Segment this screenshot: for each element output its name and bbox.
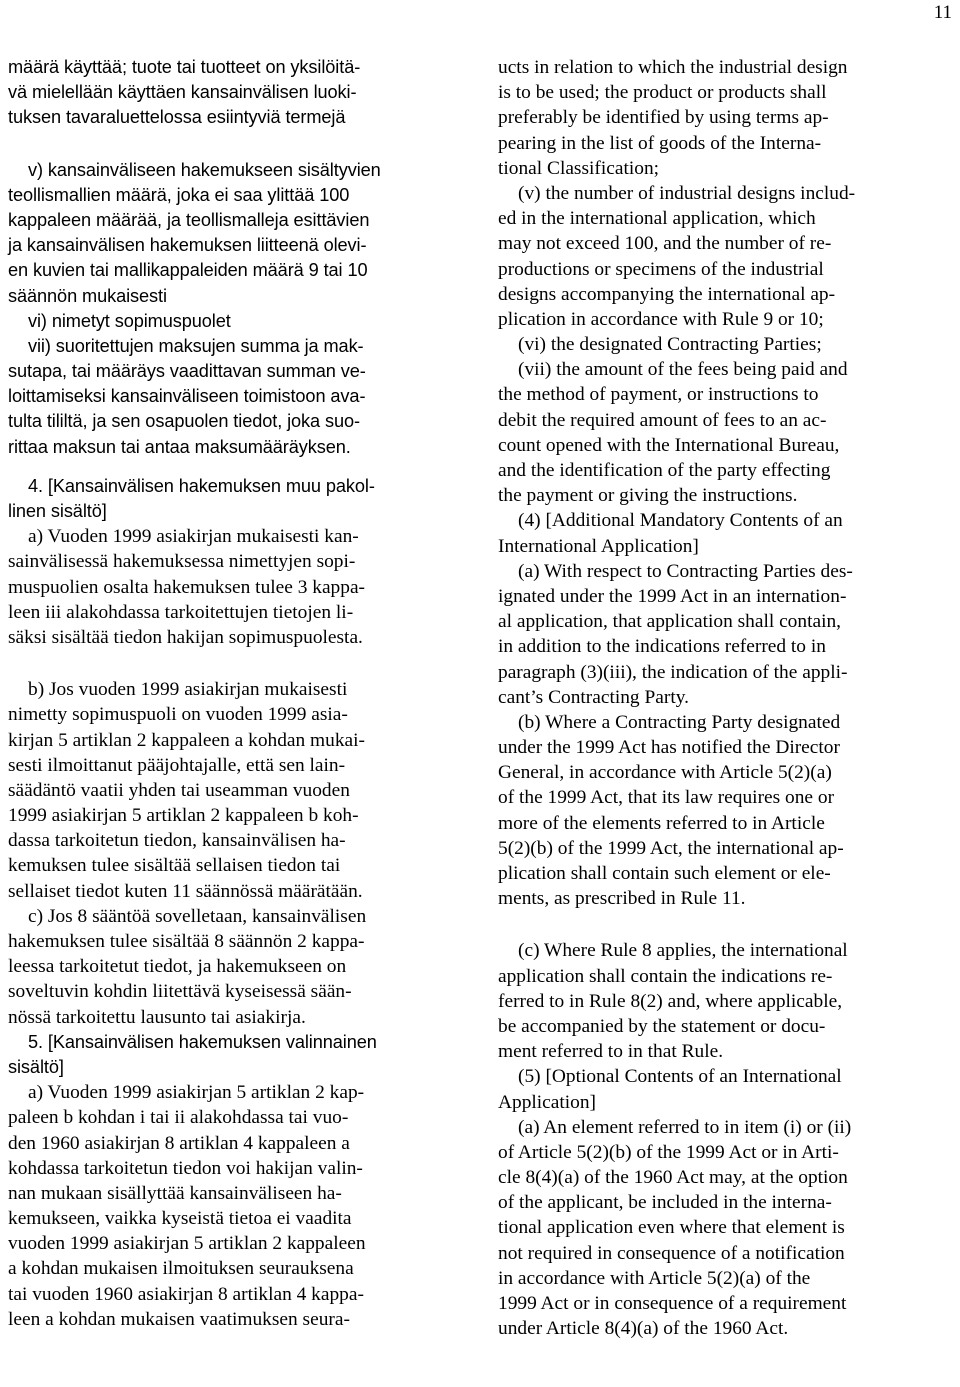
text-line: (5) [Optional Contents of an International xyxy=(518,1066,842,1088)
text-line: ments, as prescribed in Rule 11. xyxy=(498,888,746,910)
text-line: plication shall contain such element or ele- xyxy=(498,863,831,884)
text-line: (a) An element referred to in item (i) or (ii) xyxy=(518,1116,852,1138)
text-line: ed in the international application, which xyxy=(498,208,816,230)
text-line: a) Vuoden 1999 asiakirjan 5 artiklan 2 kap- xyxy=(28,1082,365,1104)
text-line: in accordance with Article 5(2)(a) of the xyxy=(498,1267,811,1289)
text-line: kohdassa tarkoitetun tiedon voi hakijan valin- xyxy=(8,1157,363,1179)
text-line: cle 8(4)(a) of the 1960 Act may, at the option xyxy=(498,1167,848,1189)
text-line: 1999 Act or in consequence of a requirement xyxy=(498,1293,847,1314)
text-line: en kuvien tai mallikappaleiden määrä 9 tai 10 xyxy=(8,260,368,281)
text-line: vuoden 1999 asiakirjan 5 artiklan 2 kappaleen xyxy=(8,1233,366,1255)
paragraph-gap xyxy=(8,650,464,677)
text-line: dassa tarkoitetun tiedon, kansainvälisen ha- xyxy=(8,830,346,852)
text-line: soveltuvin kohdin liitettävä kyseisessä sään- xyxy=(8,981,352,1003)
text-line: (v) the number of industrial designs includ- xyxy=(518,182,856,204)
text-line: sisältö] xyxy=(8,1056,64,1077)
text-line: pearing in the list of goods of the Interna- xyxy=(498,132,822,154)
text-line: muspuolien osalta hakemuksen tulee 3 kappa- xyxy=(8,576,366,598)
text-line: (vii) the amount of the fees being paid and xyxy=(518,359,848,381)
text-line: of the 1999 Act, that its law requires one or xyxy=(498,787,835,809)
text-line: vä mielellään käyttäen kansainvälisen luoki- xyxy=(8,82,357,103)
text-line: be accompanied by the statement or docu- xyxy=(498,1015,826,1037)
text-line: nössä tarkoitettu lausunto tai asiakirja. xyxy=(8,1006,306,1028)
text-line: teollismallien määrä, joka ei saa ylittää 100 xyxy=(8,184,350,205)
text-line: paleen b kohdan i tai ii alakohdassa tai vuo- xyxy=(8,1107,349,1129)
text-line: sainvälisessä hakemuksessa nimettyjen sopi- xyxy=(8,551,356,573)
text-line: a kohdan mukaisen ilmoituksen seurauksena xyxy=(8,1258,354,1280)
text-line: more of the elements referred to in Article xyxy=(498,812,825,834)
text-line: designs accompanying the international ap- xyxy=(498,283,836,305)
text-line: b) Jos vuoden 1999 asiakirjan mukaisesti xyxy=(28,679,348,701)
finnish-text-column xyxy=(8,55,464,1332)
text-line: ignated under the 1999 Act in an internation- xyxy=(498,585,847,607)
text-line: leen a kohdan mukaisen vaatimuksen seura- xyxy=(8,1308,350,1330)
text-line: sellaiset tiedot kuten 11 säännössä määrätään. xyxy=(8,880,363,902)
text-line: sutapa, tai määräys vaadittavan summan ve- xyxy=(8,361,366,382)
text-line: debit the required amount of fees to an ac- xyxy=(498,409,827,431)
text-line: of Article 5(2)(b) of the 1999 Act or in Arti- xyxy=(498,1141,839,1163)
text-line: under Article 8(4)(a) of the 1960 Act. xyxy=(498,1318,789,1340)
text-line: Application] xyxy=(498,1091,597,1113)
text-line: loittamiseksi kansainväliseen toimistoon ava- xyxy=(8,386,366,407)
text-line: (4) [Additional Mandatory Contents of an xyxy=(518,510,843,532)
text-line: in addition to the indications referred to in xyxy=(498,636,826,658)
text-line: and the identification of the party effecting xyxy=(498,460,831,481)
text-line: (vi) the designated Contracting Parties; xyxy=(518,334,822,356)
text-line: the payment or giving the instructions. xyxy=(498,485,798,507)
text-line: under the 1999 Act has notified the Director xyxy=(498,737,840,759)
text-line: is to be used; the product or products shall xyxy=(498,82,827,104)
text-line: linen sisältö] xyxy=(8,501,107,521)
text-line: ment referred to in that Rule. xyxy=(498,1041,724,1063)
text-line: a) Vuoden 1999 asiakirjan mukaisesti kan- xyxy=(28,526,359,548)
text-line: tai vuoden 1960 asiakirjan 8 artiklan 4 kappa- xyxy=(8,1283,364,1305)
text-line: kirjan 5 artiklan 2 kappaleen a kohdan mukai- xyxy=(8,729,365,751)
text-line: productions or specimens of the industrial xyxy=(498,258,824,280)
text-line: 5. [Kansainvälisen hakemuksen valinnainen xyxy=(28,1031,377,1052)
paragraph-gap xyxy=(498,911,958,938)
text-line: International Application] xyxy=(498,535,699,557)
text-line: 5(2)(b) of the 1999 Act, the international ap- xyxy=(498,837,844,859)
text-line: paragraph (3)(iii), the indication of the appli- xyxy=(498,661,848,683)
text-line: nimetty sopimuspuoli on vuoden 1999 asia- xyxy=(8,704,348,726)
text-line: count opened with the International Bureau, xyxy=(498,434,840,456)
text-line: kemuksen tulee sisältää sellaisen tiedon tai xyxy=(8,855,341,877)
text-line: General, in accordance with Article 5(2)(a) xyxy=(498,762,832,784)
text-line: leen iii alakohdassa tarkoitettujen tietojen li- xyxy=(8,601,354,623)
text-line: (c) Where Rule 8 applies, the international xyxy=(518,940,848,962)
text-line: vii) suoritettujen maksujen summa ja mak- xyxy=(28,335,364,356)
text-line: säännön mukaisesti xyxy=(8,285,167,306)
text-line: kemukseen, vaikka kyseistä tietoa ei vaadita xyxy=(8,1208,352,1230)
text-line: tulta tililtä, ja sen osapuolen tiedot, joka suo- xyxy=(8,411,360,432)
text-line: tional Classification; xyxy=(498,157,660,179)
text-line: (a) With respect to Contracting Parties des- xyxy=(518,560,853,582)
text-line: application shall contain the indications re- xyxy=(498,965,833,987)
text-line: v) kansainväliseen hakemukseen sisältyvien xyxy=(28,159,381,180)
paragraph-gap xyxy=(8,460,464,474)
text-line: (b) Where a Contracting Party designated xyxy=(518,711,841,733)
text-line: nan mukaan sisällyttää kansainväliseen ha- xyxy=(8,1182,342,1204)
text-line: tuksen tavaraluettelossa esiintyviä termejä xyxy=(8,107,346,128)
text-line: ja kansainvälisen hakemuksen liitteenä olevi- xyxy=(8,235,367,256)
text-line: the method of payment, or instructions to xyxy=(498,384,819,406)
text-line: säädäntö vaatii yhden tai useamman vuoden xyxy=(8,779,350,801)
text-line: leessa tarkoitetut tiedot, ja hakemukseen on xyxy=(8,956,347,978)
text-line: sesti ilmoittanut pääjohtajalle, että sen lain- xyxy=(8,754,346,776)
text-line: den 1960 asiakirjan 8 artiklan 4 kappaleen a xyxy=(8,1132,350,1154)
text-line: vi) nimetyt sopimuspuolet xyxy=(28,310,231,331)
text-line: c) Jos 8 sääntöä sovelletaan, kansainvälisen xyxy=(28,905,367,927)
text-line: of the applicant, be included in the interna- xyxy=(498,1192,832,1214)
text-line: rittaa maksun tai antaa maksumääräyksen. xyxy=(8,436,351,457)
paragraph-gap xyxy=(8,131,464,158)
text-line: ucts in relation to which the industrial design xyxy=(498,57,848,78)
text-line: plication in accordance with Rule 9 or 10; xyxy=(498,308,824,330)
text-line: al application, that application shall contain, xyxy=(498,611,842,633)
page-number: 11 xyxy=(933,2,952,23)
text-line: not required in consequence of a notification xyxy=(498,1242,845,1264)
text-line: määrä käyttää; tuote tai tuotteet on yksilöitä- xyxy=(8,57,361,77)
text-line: tional application even where that element is xyxy=(498,1217,845,1239)
text-line: kappaleen määrää, ja teollismalleja esittävien xyxy=(8,209,370,230)
text-line: säksi sisältää tiedon hakijan sopimuspuolesta. xyxy=(8,626,363,648)
text-line: 4. [Kansainvälisen hakemuksen muu pakol- xyxy=(28,475,375,496)
english-text-column xyxy=(498,55,958,1341)
text-line: cant’s Contracting Party. xyxy=(498,686,689,708)
text-line: preferably be identified by using terms ap- xyxy=(498,107,829,129)
text-line: ferred to in Rule 8(2) and, where applicable, xyxy=(498,990,843,1012)
text-line: 1999 asiakirjan 5 artiklan 2 kappaleen b koh- xyxy=(8,805,359,827)
text-line: may not exceed 100, and the number of re- xyxy=(498,233,832,255)
text-line: hakemuksen tulee sisältää 8 säännön 2 kappa- xyxy=(8,931,365,952)
